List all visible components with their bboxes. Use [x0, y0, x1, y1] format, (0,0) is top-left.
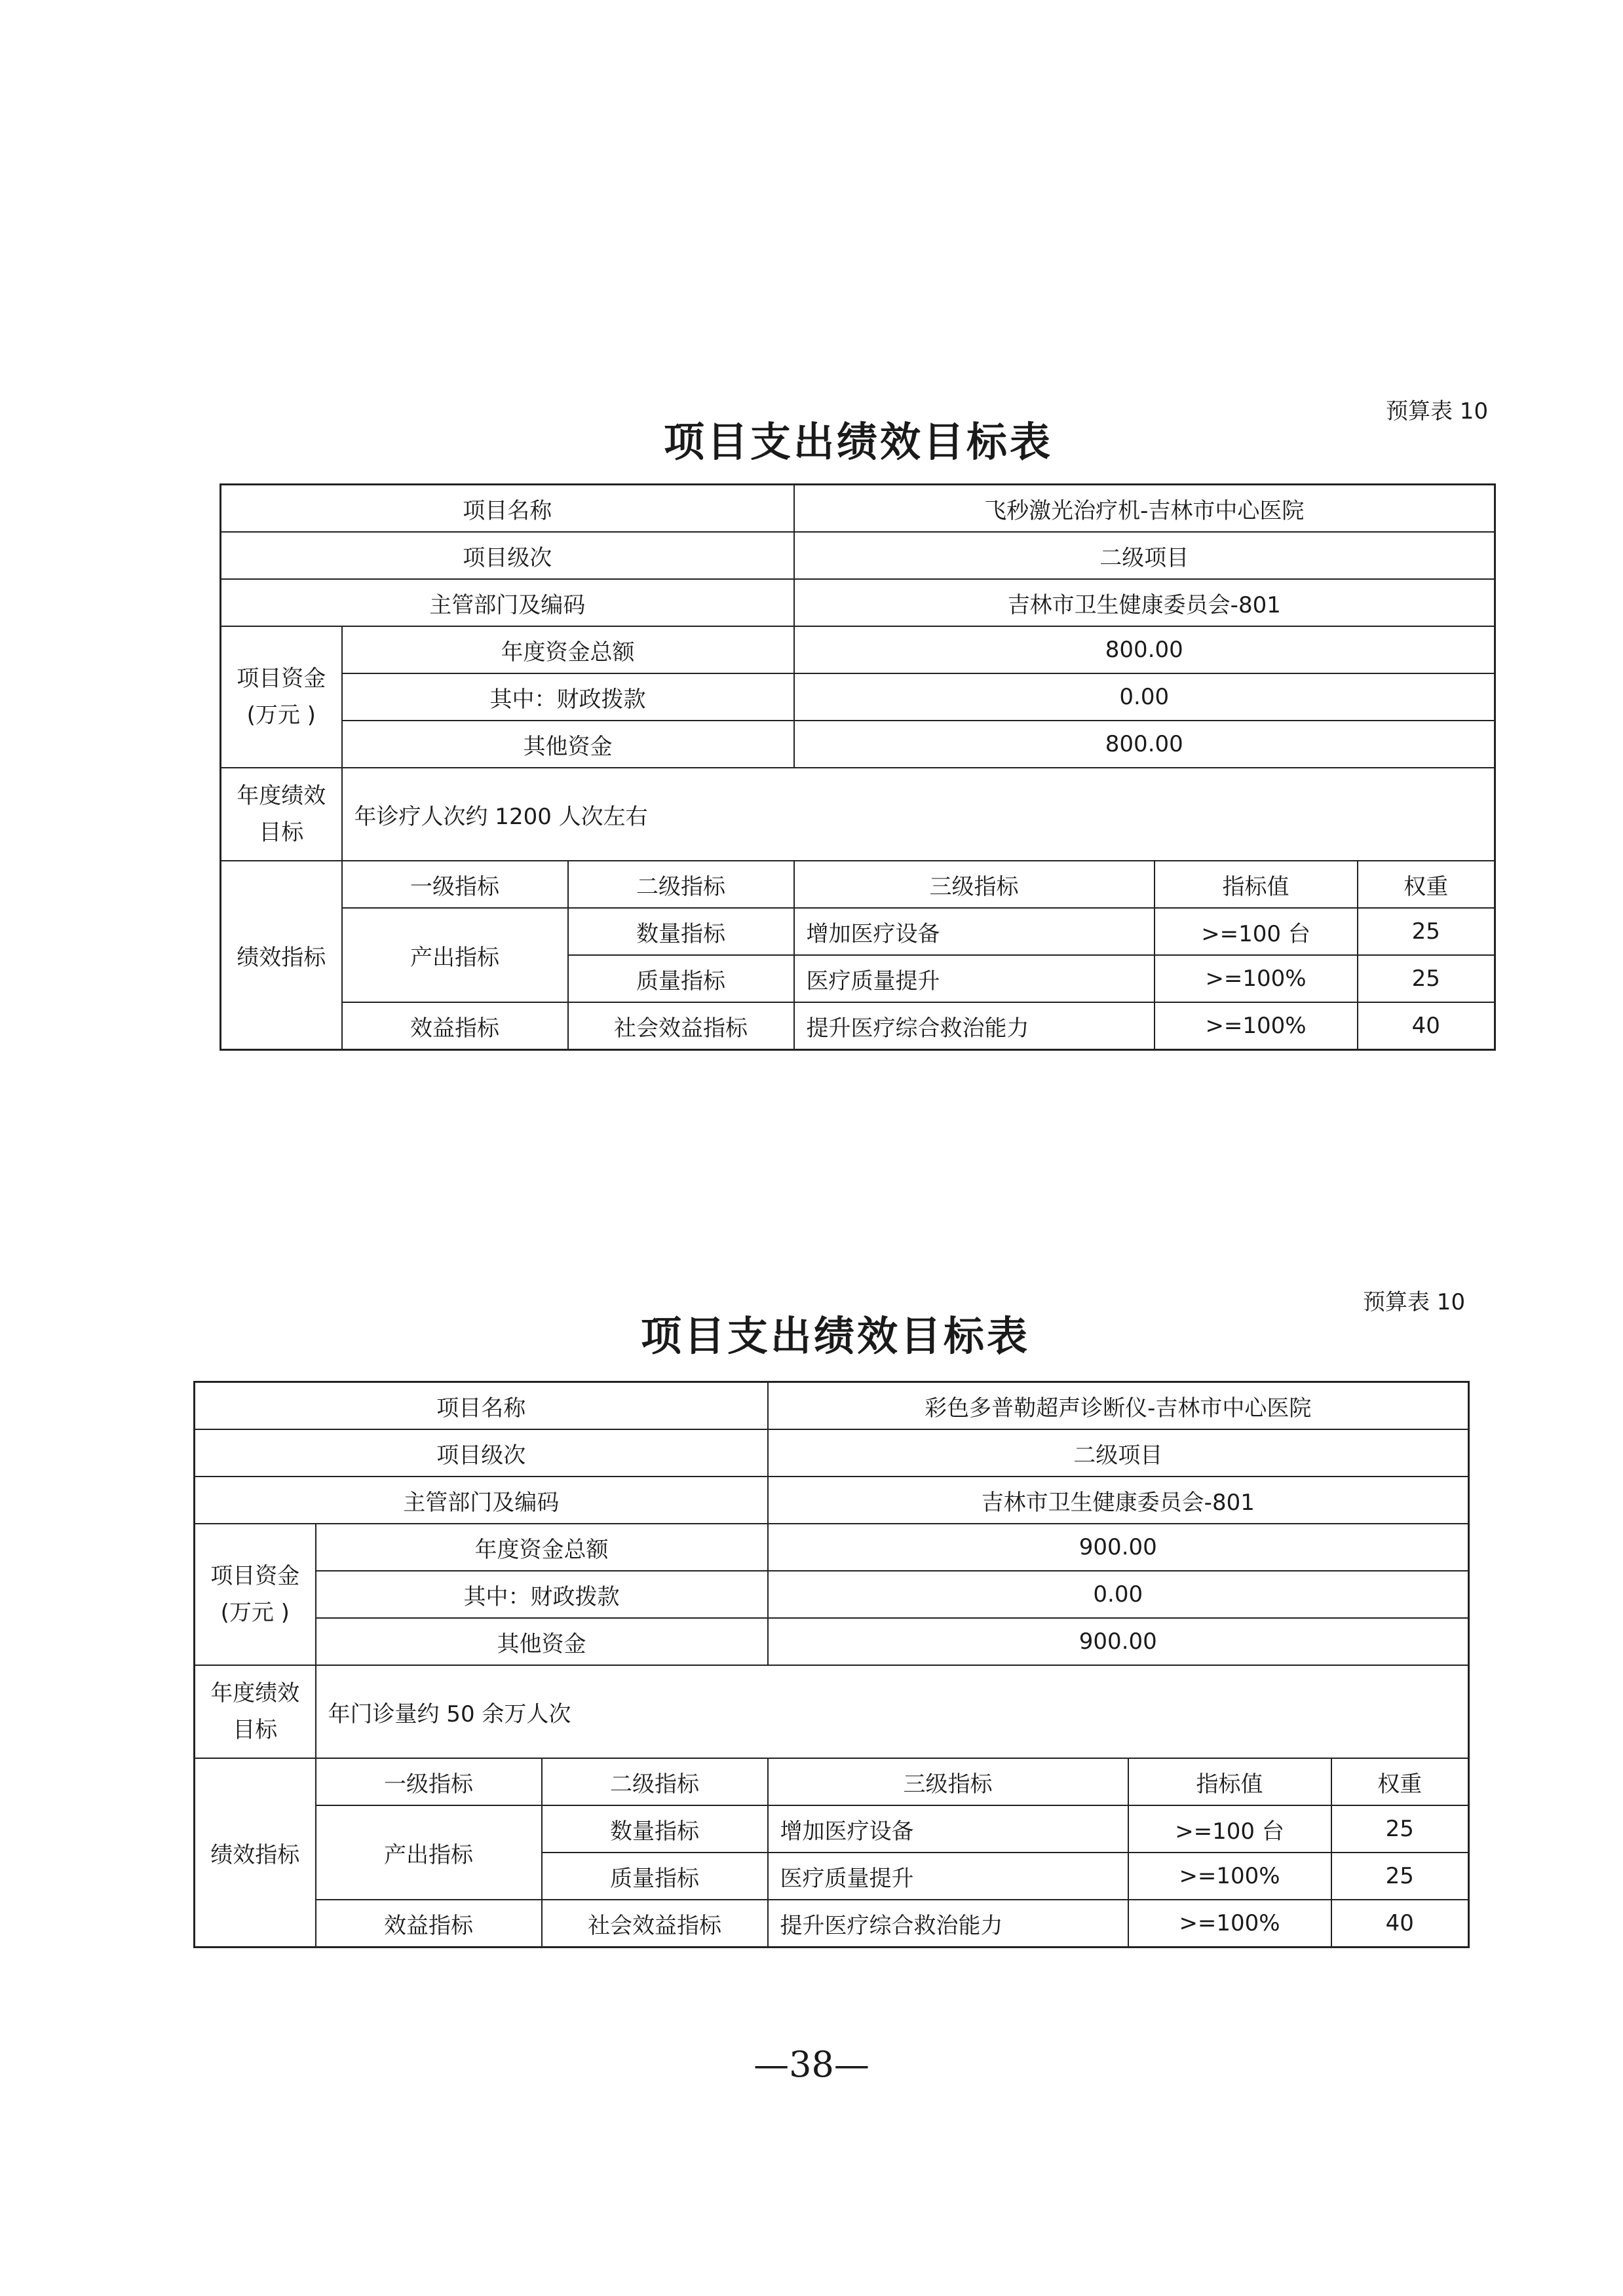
- weight-cell: 25: [1358, 908, 1495, 955]
- annual-total-label: 年度资金总额: [342, 626, 794, 673]
- benefit-indicator-label: 效益指标: [316, 1900, 542, 1948]
- other-funds-value: 800.00: [794, 721, 1495, 768]
- level2-cell: 质量指标: [568, 955, 794, 1002]
- value-cell: >=100%: [1128, 1900, 1331, 1948]
- benefit-indicator-label: 效益指标: [342, 1002, 568, 1050]
- form-label: 预算表 10: [1386, 398, 1489, 424]
- table-row: [195, 1805, 1469, 1853]
- project-name-label: 项目名称: [195, 1382, 768, 1430]
- level3-cell: 医疗质量提升: [768, 1853, 1128, 1900]
- project-funds-label: 项目资金 (万元 ): [221, 626, 342, 768]
- header-value: 指标值: [1155, 861, 1358, 908]
- annual-total-value: 900.00: [768, 1524, 1469, 1571]
- weight-cell: 40: [1358, 1002, 1495, 1050]
- table-row: [195, 1900, 1469, 1948]
- level3-cell: 增加医疗设备: [768, 1805, 1128, 1853]
- header-level1: 一级指标: [342, 861, 568, 908]
- table-row: [221, 908, 1495, 955]
- annual-total-value: 800.00: [794, 626, 1495, 673]
- project-name-label: 项目名称: [221, 485, 794, 533]
- indicators-label: 绩效指标: [221, 861, 342, 1050]
- header-level1: 一级指标: [316, 1758, 542, 1805]
- level2-cell: 数量指标: [568, 908, 794, 955]
- department-value: 吉林市卫生健康委员会-801: [794, 579, 1495, 626]
- fiscal-label: 其中：财政拨款: [316, 1571, 768, 1618]
- form-label: 预算表 10: [1363, 1289, 1466, 1315]
- annual-goal-label: 年度绩效 目标: [221, 768, 342, 861]
- output-indicator-label: 产出指标: [342, 908, 568, 1002]
- project-name-value: 彩色多普勒超声诊断仪-吉林市中心医院: [768, 1382, 1469, 1430]
- other-funds-label: 其他资金: [342, 721, 794, 768]
- department-value: 吉林市卫生健康委员会-801: [768, 1477, 1469, 1524]
- project-level-label: 项目级次: [221, 532, 794, 579]
- page-number: —38—: [754, 2044, 869, 2085]
- performance-table: [193, 1381, 1470, 1948]
- output-indicator-label: 产出指标: [316, 1805, 542, 1900]
- value-cell: >=100%: [1128, 1853, 1331, 1900]
- performance-table: [220, 483, 1496, 1051]
- weight-cell: 25: [1358, 955, 1495, 1002]
- value-cell: >=100%: [1155, 955, 1358, 1002]
- fiscal-value: 0.00: [794, 673, 1495, 721]
- project-name-value: 飞秒激光治疗机-吉林市中心医院: [794, 485, 1495, 533]
- header-level3: 三级指标: [794, 861, 1155, 908]
- other-funds-value: 900.00: [768, 1618, 1469, 1665]
- level2-cell: 社会效益指标: [568, 1002, 794, 1050]
- annual-goal-value: 年诊疗人次约 1200 人次左右: [342, 768, 1495, 861]
- department-label: 主管部门及编码: [195, 1477, 768, 1524]
- form-title: 项目支出绩效目标表: [663, 418, 1053, 466]
- level3-cell: 提升医疗综合救治能力: [768, 1900, 1128, 1948]
- indicators-label: 绩效指标: [195, 1758, 316, 1948]
- header-level2: 二级指标: [568, 861, 794, 908]
- level3-cell: 增加医疗设备: [794, 908, 1155, 955]
- header-level3: 三级指标: [768, 1758, 1128, 1805]
- fiscal-label: 其中：财政拨款: [342, 673, 794, 721]
- weight-cell: 40: [1331, 1900, 1469, 1948]
- table-row: [221, 1002, 1495, 1050]
- level3-cell: 医疗质量提升: [794, 955, 1155, 1002]
- level2-cell: 质量指标: [542, 1853, 768, 1900]
- header-weight: 权重: [1331, 1758, 1469, 1805]
- header-weight: 权重: [1358, 861, 1495, 908]
- weight-cell: 25: [1331, 1853, 1469, 1900]
- project-level-value: 二级项目: [794, 532, 1495, 579]
- level2-cell: 数量指标: [542, 1805, 768, 1853]
- department-label: 主管部门及编码: [221, 579, 794, 626]
- annual-goal-label: 年度绩效 目标: [195, 1665, 316, 1758]
- annual-goal-value: 年门诊量约 50 余万人次: [316, 1665, 1469, 1758]
- annual-total-label: 年度资金总额: [316, 1524, 768, 1571]
- fiscal-value: 0.00: [768, 1571, 1469, 1618]
- level2-cell: 社会效益指标: [542, 1900, 768, 1948]
- header-value: 指标值: [1128, 1758, 1331, 1805]
- project-funds-label: 项目资金 (万元 ): [195, 1524, 316, 1665]
- value-cell: >=100 台: [1128, 1805, 1331, 1853]
- value-cell: >=100 台: [1155, 908, 1358, 955]
- other-funds-label: 其他资金: [316, 1618, 768, 1665]
- weight-cell: 25: [1331, 1805, 1469, 1853]
- header-level2: 二级指标: [542, 1758, 768, 1805]
- value-cell: >=100%: [1155, 1002, 1358, 1050]
- level3-cell: 提升医疗综合救治能力: [794, 1002, 1155, 1050]
- form-title: 项目支出绩效目标表: [640, 1312, 1030, 1360]
- project-level-label: 项目级次: [195, 1429, 768, 1477]
- project-level-value: 二级项目: [768, 1429, 1469, 1477]
